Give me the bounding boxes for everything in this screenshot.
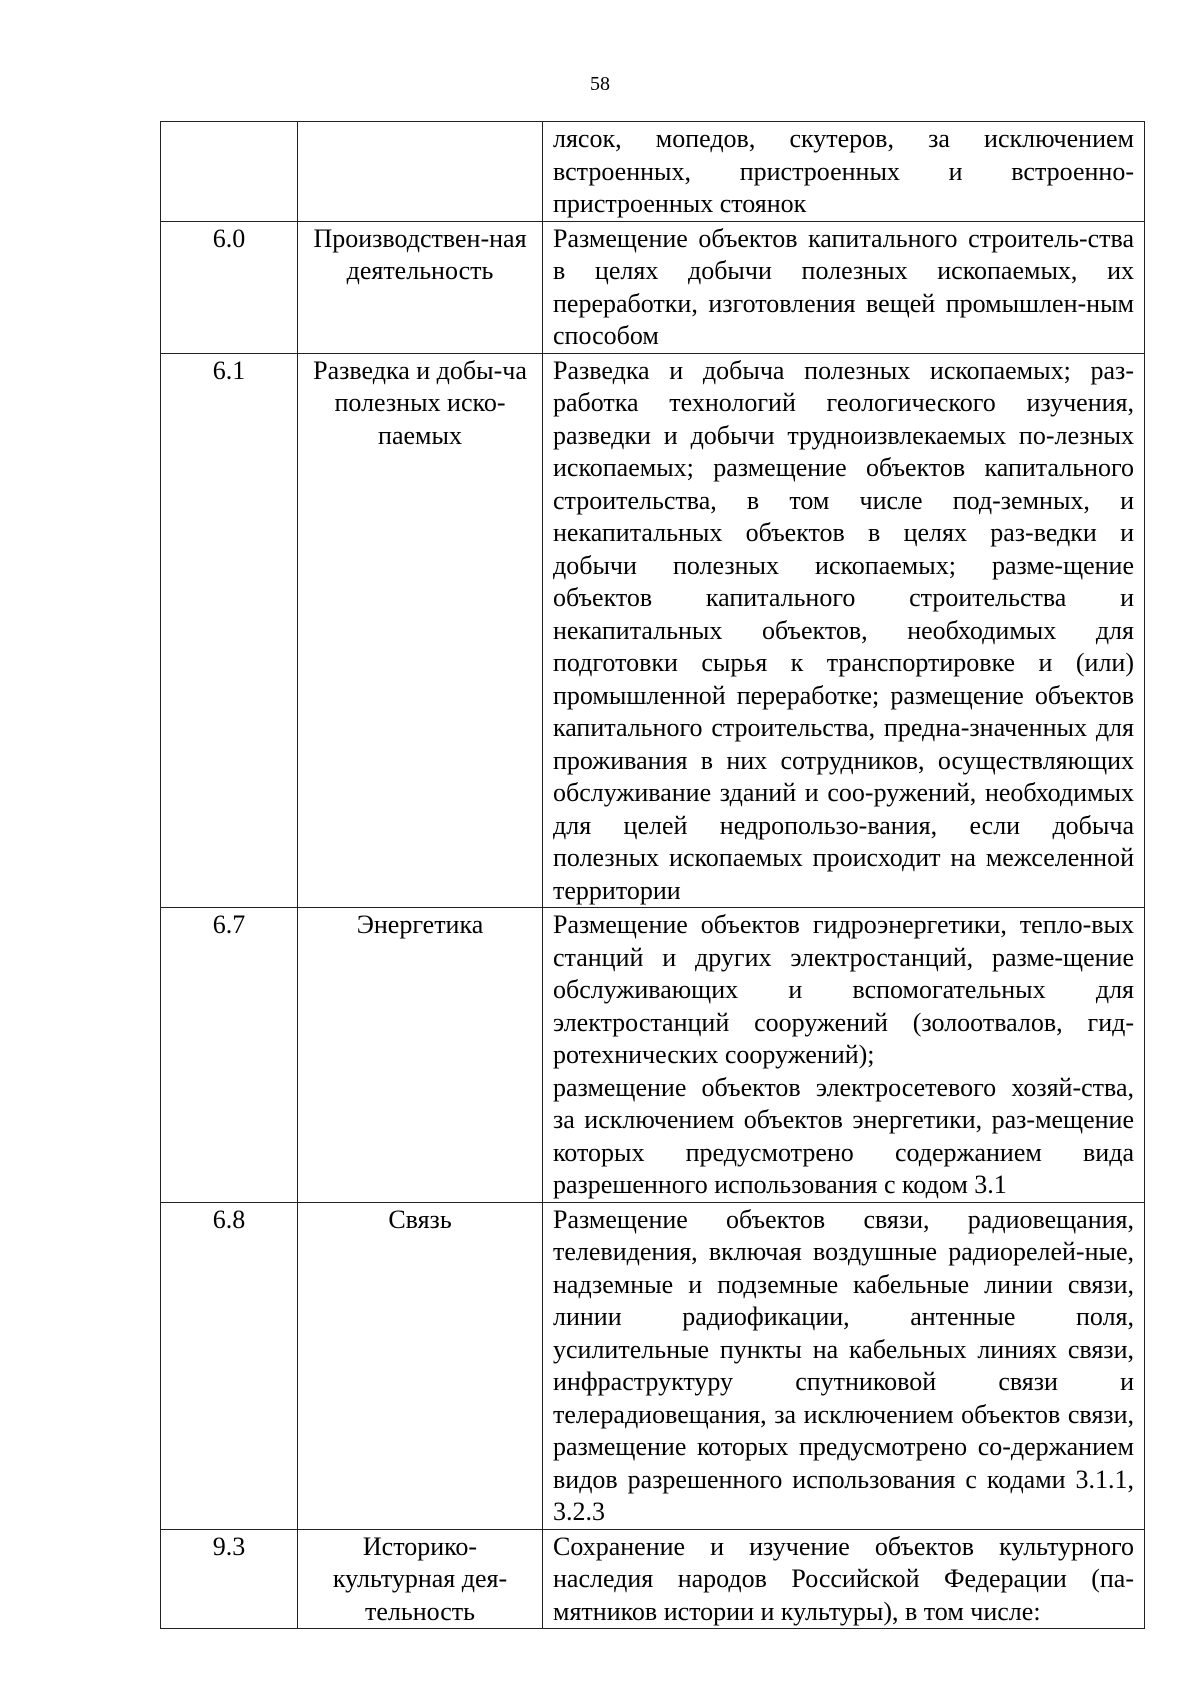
page-number: 58 — [590, 73, 610, 95]
row-description — [543, 1202, 1145, 1529]
row-description — [543, 122, 1145, 222]
description-paragraph: Размещение объектов связи, радиовещания, телевидения, включая воздушные радиорелей-ные, надземные и подземные кабельные линии связи, линии радиофикации, антенные поля, усилительные пункты на кабельных линиях связи, инфраструктуру спутниковой связи и телерадиовещания, за исключением объектов связи, размещение которых предусмотрено со-держанием видов разрешенного использования с кодами 3.1.1, 3.2.3 — [553, 1204, 1134, 1526]
row-code: 9.3 — [161, 1529, 298, 1629]
land-use-table — [160, 121, 1145, 1629]
row-name: Историко-культурная дея-тельность — [298, 1529, 543, 1629]
description-paragraph: лясок, мопедов, скутеров, за исключением встроенных, пристроенных и встроенно-пристроенных стоянок — [553, 124, 1134, 218]
table-row — [161, 908, 1145, 1203]
row-code: 6.0 — [161, 221, 298, 353]
description-paragraph: Размещение объектов гидроэнергетики, тепло-вых станций и других электростанций, разме-щение обслуживающих и вспомогательных для электростанций сооружений (золоотвалов, гид-ротехнических сооружений); — [553, 910, 1134, 1069]
table-row — [161, 122, 1145, 222]
description-paragraph: Размещение объектов капитального строитель-ства в целях добычи полезных ископаемых, их переработки, изготовления вещей промышлен-ным способом — [553, 223, 1134, 350]
description-paragraph: Разведка и добыча полезных ископаемых; раз-работка технологий геологического изучения, разведки и добычи трудноизвлекаемых по-лезных ископаемых; размещение объектов капитального строительства, в том числе под-земных, и некапитальных объектов в целях раз-ведки и добычи полезных ископаемых; разме-щение объектов капитального строительства и некапитальных объектов, необходимых для подготовки сырья к транспортировке и (или) промышленной переработке; размещение объектов капитального строительства, предна-значенных для проживания в них сотрудников, осуществляющих обслуживание зданий и соо-ружений, необходимых для целей недропользо-вания, если добыча полезных ископаемых происходит на межселенной территории — [553, 355, 1134, 905]
row-name: Энергетика — [298, 908, 543, 1203]
row-name: Производствен-ная деятельность — [298, 221, 543, 353]
row-name — [298, 122, 543, 222]
row-code: 6.1 — [161, 353, 298, 908]
row-description — [543, 908, 1145, 1203]
row-code: 6.7 — [161, 908, 298, 1203]
row-code: 6.8 — [161, 1202, 298, 1529]
row-description — [543, 221, 1145, 353]
row-name: Связь — [298, 1202, 543, 1529]
row-name: Разведка и добы-ча полезных иско-паемых — [298, 353, 543, 908]
row-code — [161, 122, 298, 222]
table-row — [161, 1202, 1145, 1529]
table-row — [161, 353, 1145, 908]
row-description — [543, 353, 1145, 908]
row-description — [543, 1529, 1145, 1629]
table-row — [161, 1529, 1145, 1629]
description-paragraph: Сохранение и изучение объектов культурного наследия народов Российской Федерации (па-мятников истории и культуры), в том числе: — [553, 1531, 1134, 1626]
table-row — [161, 221, 1145, 353]
description-paragraph: размещение объектов электросетевого хозяй-ства, за исключением объектов энергетики, раз-мещение которых предусмотрено содержанием вида разрешенного использования с кодом 3.1 — [553, 1072, 1134, 1199]
